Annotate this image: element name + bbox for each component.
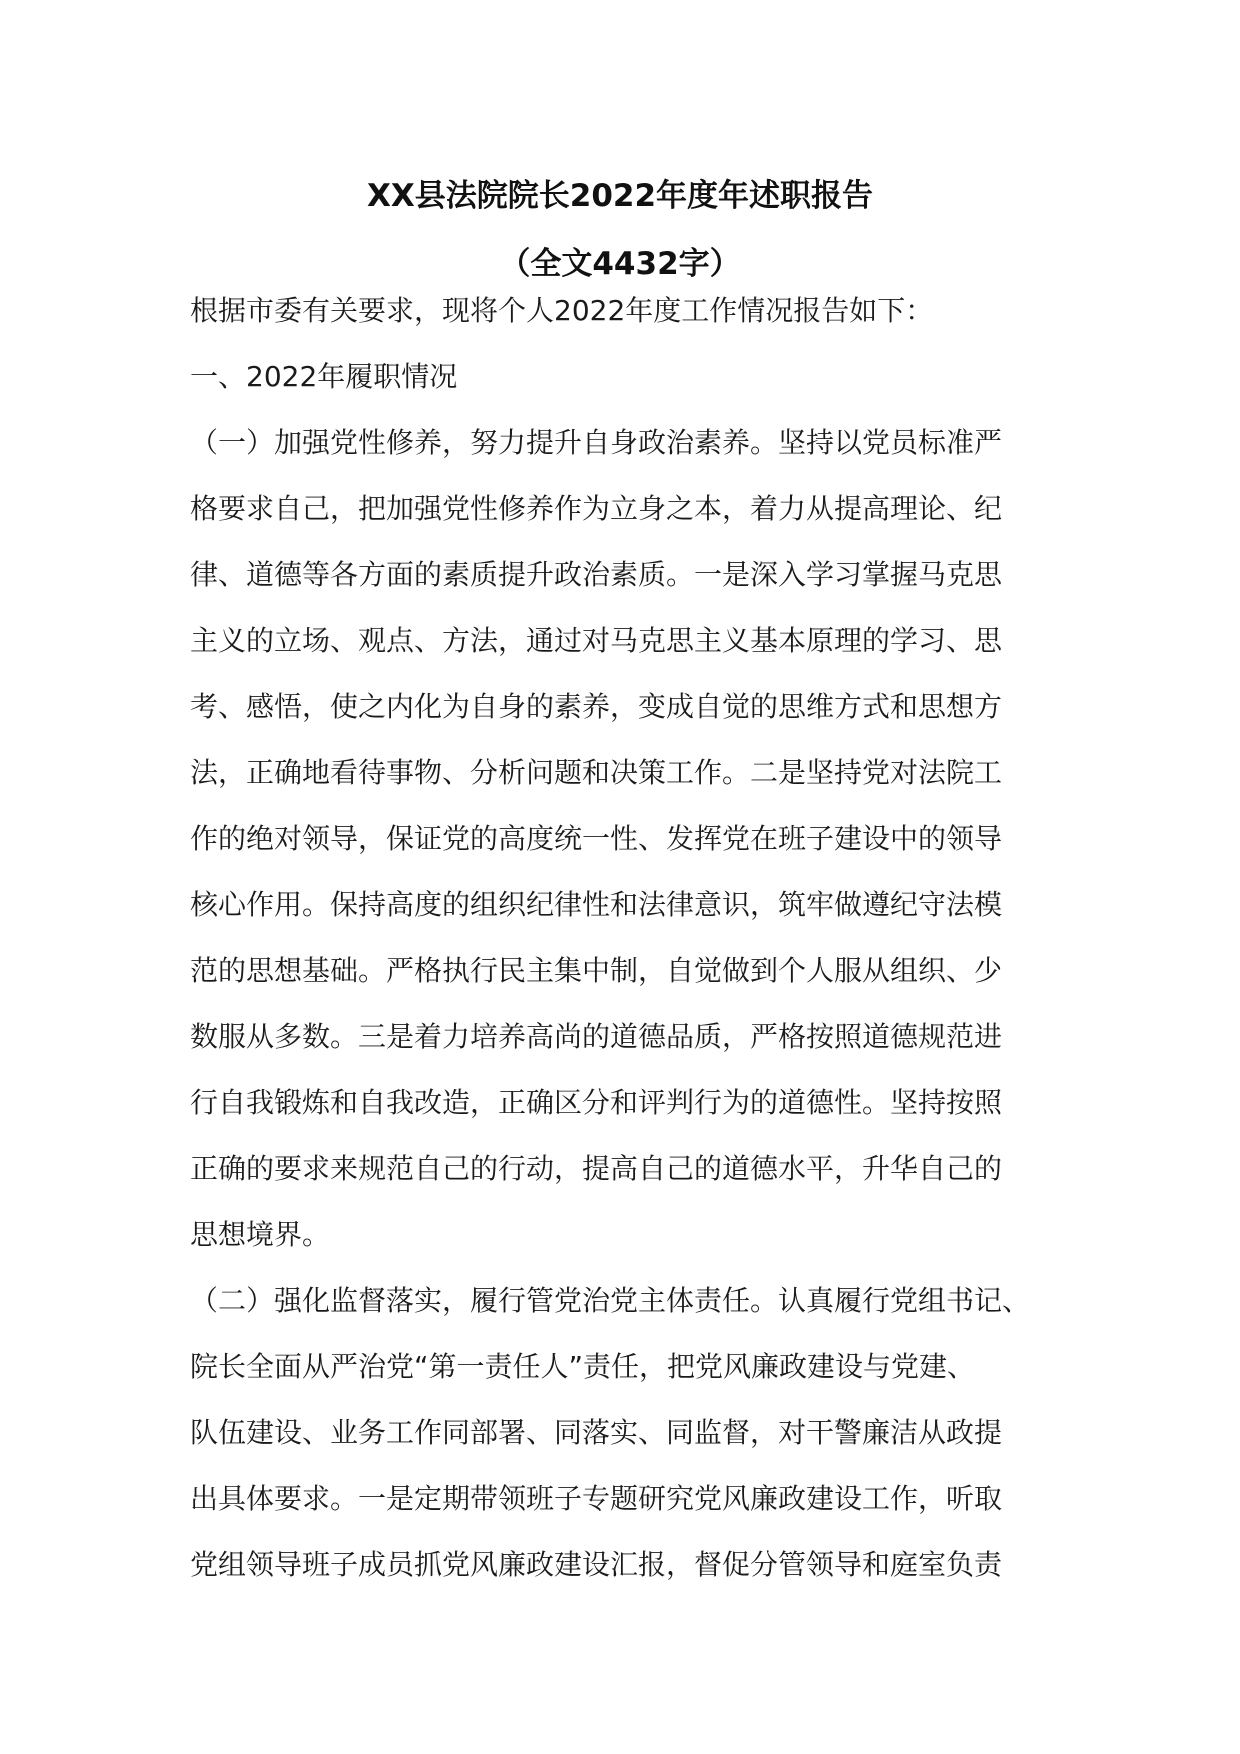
body-line: 正确的要求来规范自己的行动，提高自己的道德水平，升华自己的: [190, 1152, 1003, 1185]
body-line: 法，正确地看待事物、分析问题和决策工作。二是坚持党对法院工: [190, 756, 1003, 789]
body-line: 出具体要求。一是定期带领班子专题研究党风廉政建设工作，听取: [190, 1482, 1003, 1515]
body-line: 律、道德等各方面的素质提升政治素质。一是深入学习掌握马克思: [190, 558, 1003, 591]
body-line: 格要求自己，把加强党性修养作为立身之本，着力从提高理论、纪: [190, 492, 1003, 525]
document-body: [190, 278, 1080, 1598]
body-line: 核心作用。保持高度的组织纪律性和法律意识，筑牢做遵纪守法模: [190, 888, 1003, 921]
body-line: 思想境界。: [190, 1218, 331, 1251]
body-line: 院长全面从严治党“第一责任人”责任，把党风廉政建设与党建、: [190, 1350, 976, 1383]
document-title: XX县法院院长2022年度年述职报告: [366, 178, 874, 214]
body-line: 根据市委有关要求，现将个人2022年度工作情况报告如下：: [190, 294, 934, 327]
body-line: 党组领导班子成员抓党风廉政建设汇报，督促分管领导和庭室负责: [190, 1548, 1003, 1581]
body-line: 作的绝对领导，保证党的高度统一性、发挥党在班子建设中的领导: [190, 822, 1003, 855]
body-line: 数服从多数。三是着力培养高尚的道德品质，严格按照道德规范进: [190, 1020, 1003, 1053]
body-line: 队伍建设、业务工作同部署、同落实、同监督，对干警廉洁从政提: [190, 1416, 1003, 1449]
body-line: 范的思想基础。严格执行民主集中制，自觉做到个人服从组织、少: [190, 954, 1003, 987]
body-line: 主义的立场、观点、方法，通过对马克思主义基本原理的学习、思: [190, 624, 1003, 657]
body-line: （二）强化监督落实，履行管党治党主体责任。认真履行党组书记、: [190, 1284, 1031, 1317]
body-line: 行自我锻炼和自我改造，正确区分和评判行为的道德性。坚持按照: [190, 1086, 1003, 1119]
document-subtitle: （全文4432字）: [499, 246, 741, 282]
body-line: 考、感悟，使之内化为自身的素养，变成自觉的思维方式和思想方: [190, 690, 1003, 723]
body-line: （一）加强党性修养，努力提升自身政治素养。坚持以党员标准严: [190, 426, 1003, 459]
body-line: 一、2022年履职情况: [190, 360, 458, 393]
